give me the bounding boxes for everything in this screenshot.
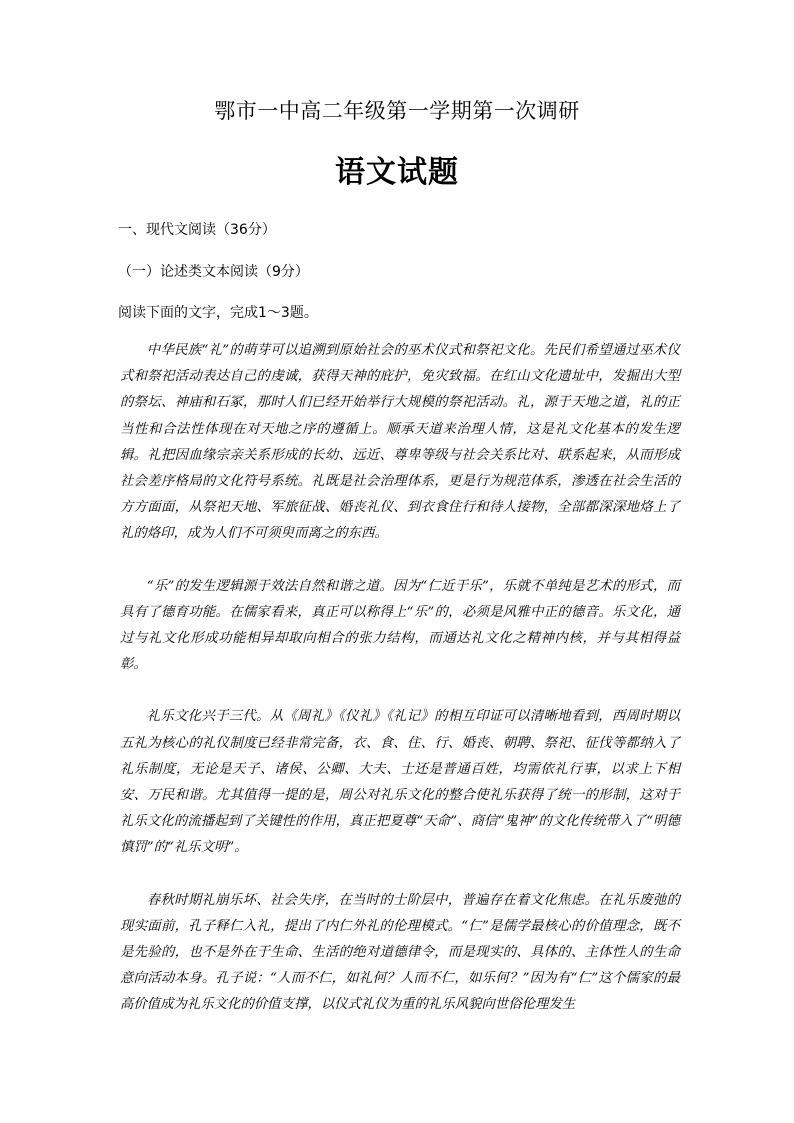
reading-instruction: 阅读下面的文字，完成1～3题。	[118, 305, 318, 321]
passage-paragraph-1: 中华民族“礼”的萌芽可以追溯到原始社会的巫术仪式和祭祀文化。先民们希望通过巫术仪式和祭祀活动表达自己的虔诚，获得天神的庇护，免灾致福。在红山文化遗址中，发掘出大型的祭坛、神庙和石冢，那时人们已经开始举行大规模的祭祀活动。礼，源于天地之道，礼的正当性和合法性体现在对天地之序的遵循上。顺承天道来治理人情，这是礼文化基本的发生逻辑。礼把因血缘宗亲关系形成的长幼、远近、尊卑等级与社会关系比对、联系起来，从而形成社会差序格局的文化符号系统。礼既是社会治理体系，更是行为规范体系，渗透在社会生活的方方面面，从祭祀天地、军旅征战、婚丧礼仪、到衣食住行和待人接物，全部都深深地烙上了礼的烙印，成为人们不可须臾而离之的东西。	[120, 343, 680, 542]
passage-paragraph-2: “乐”的发生逻辑源于效法自然和谐之道。因为“仁近于乐”，乐就不单纯是艺术的形式，而具有了德育功能。在儒家看来，真正可以称得上“乐”的，必须是风雅中正的德音。乐文化，通过与礼文化形成功能相异却取向相合的张力结构，而通达礼文化之精神内核，并与其相得益彰。	[120, 578, 680, 673]
subsection-heading-argumentative: （一）论述类文本阅读（9分）	[118, 264, 309, 280]
school-title: 鄂市一中高二年级第一学期第一次调研	[214, 99, 580, 123]
passage-paragraph-3: 礼乐文化兴于三代。从《周礼》《仪礼》《礼记》的相互印证可以清晰地看到，西周时期以五礼为核心的礼仪制度已经非常完备，衣、食、住、行、婚丧、朝聘、祭祀、征伐等都纳入了礼乐制度，无论是天子、诸侯、公卿、大夫、士还是普通百姓，均需依礼行事，以求上下相安、万民和谐。尤其值得一提的是，周公对礼乐文化的整合使礼乐获得了统一的形制，这对于礼乐文化的流播起到了关键性的作用，真正把夏尊“天命”、商信“鬼神”的文化传统带入了“明德慎罚”的“礼乐文明”。	[120, 709, 680, 856]
passage-paragraph-4: 春秋时期礼崩乐坏、社会失序，在当时的士阶层中，普遍存在着文化焦虑。在礼乐废弛的现实面前，孔子释仁入礼，提出了内仁外礼的伦理模式。“仁”是儒学最核心的价值理念，既不是先验的，也不是外在于生命、生活的绝对道德律令，而是现实的、具体的、主体性人的生命意向活动本身。孔子说：“人而不仁，如礼何？人而不仁，如乐何？”因为有“仁”这个儒家的最高价值成为礼乐文化的价值支撑，以仪式礼仪为重的礼乐风貌向世俗伦理发生	[120, 892, 680, 1013]
section-heading-modern-reading: 一、现代文阅读（36分）	[118, 222, 276, 238]
exam-title: 语文试题	[335, 155, 459, 190]
reading-passage	[120, 338, 680, 1045]
